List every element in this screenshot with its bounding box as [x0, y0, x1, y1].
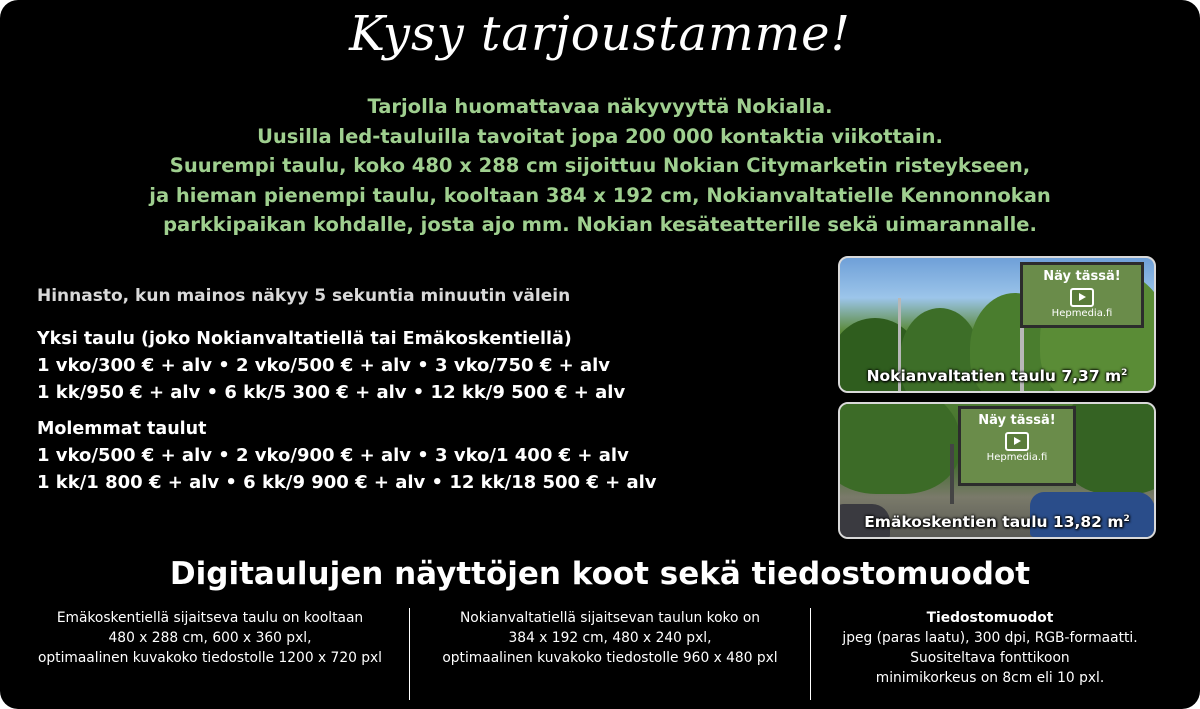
billboard-site: Hepmedia.fi: [986, 452, 1048, 463]
billboard-site: Hepmedia.fi: [1051, 308, 1113, 319]
billboard-text: Näy tässä!: [978, 413, 1056, 428]
play-icon: [1005, 432, 1029, 451]
info-line: 480 x 288 cm, 600 x 360 pxl,: [108, 630, 312, 646]
photo-nokianvaltatie-billboard: [838, 256, 1156, 393]
both-boards-monthly-prices: 1 kk/1 800 € + alv • 6 kk/9 900 € + alv • 12 kk/18 500 € + alv: [37, 472, 657, 493]
info-line: optimaalinen kuvakoko tiedostolle 1200 x 720 pxl: [37, 650, 383, 666]
info-line: optimaalinen kuvakoko tiedostolle 960 x 480 pxl: [442, 650, 778, 666]
intro-line: Suurempi taulu, koko 480 x 288 cm sijoittuu Nokian Citymarketin risteykseen,: [169, 154, 1031, 177]
tree-shape: [838, 402, 960, 494]
info-line: Emäkoskentiellä sijaitseva taulu on kooltaan: [56, 610, 364, 626]
intro-text: [0, 92, 1200, 240]
billboard-screen: [958, 406, 1076, 486]
billboard-text: Näy tässä!: [1043, 269, 1121, 284]
price-list: [37, 284, 827, 496]
sizes-title: Digitaulujen näyttöjen koot sekä tiedostomuodot: [169, 556, 1031, 592]
photo-caption: Nokianvaltatien taulu 7,37 $m^2$: [866, 367, 1128, 385]
play-icon: [1070, 288, 1094, 307]
price-note: Hinnasto, kun mainos näkyy 5 sekuntia minuutin välein: [37, 286, 571, 306]
photo-emakoskentie-billboard: [838, 402, 1156, 539]
single-board-weekly-prices: 1 vko/300 € + alv • 2 vko/500 € + alv • 3 vko/750 € + alv: [37, 355, 611, 376]
single-board-monthly-prices: 1 kk/950 € + alv • 6 kk/5 300 € + alv • 12 kk/9 500 € + alv: [37, 382, 626, 403]
single-board-title: Yksi taulu (joko Nokianvaltatiellä tai Emäkoskentiellä): [37, 329, 572, 349]
billboard-pole: [950, 444, 954, 504]
emakoskentie-size-info: [10, 608, 410, 668]
file-format-info: [790, 608, 1190, 688]
headline: Kysy tarjoustamme!: [349, 6, 851, 62]
info-line: 384 x 192 cm, 480 x 240 pxl,: [508, 630, 712, 646]
intro-line: Tarjolla huomattavaa näkyvyyttä Nokialla.: [367, 95, 833, 118]
intro-line: Uusilla led-tauluilla tavoitat jopa 200 000 kontaktia viikottain.: [257, 124, 943, 148]
info-line: Suositeltava fonttikoon: [910, 650, 1070, 666]
file-format-title: Tiedostomuodot: [926, 610, 1054, 626]
photo-caption: Emäkoskentien taulu 13,82 $m^2$: [864, 513, 1130, 531]
intro-line: parkkipaikan kohdalle, josta ajo mm. Nokian kesäteatterille sekä uimarannalle.: [163, 213, 1037, 236]
intro-line: ja hieman pienempi taulu, kooltaan 384 x 192 cm, Nokianvaltatielle Kennonnokan: [149, 183, 1051, 207]
nokianvaltatie-size-info: [410, 608, 810, 668]
both-boards-weekly-prices: 1 vko/500 € + alv • 2 vko/900 € + alv • 3 vko/1 400 € + alv: [37, 445, 629, 466]
both-boards-title: Molemmat taulut: [37, 419, 207, 439]
info-line: Nokianvaltatiellä sijaitsevan taulun koko on: [459, 610, 761, 626]
billboard-screen: [1020, 262, 1144, 328]
info-line: jpeg (paras laatu), 300 dpi, RGB-formaatti.: [842, 630, 1138, 646]
info-line: minimikorkeus on 8cm eli 10 pxl.: [875, 670, 1105, 686]
